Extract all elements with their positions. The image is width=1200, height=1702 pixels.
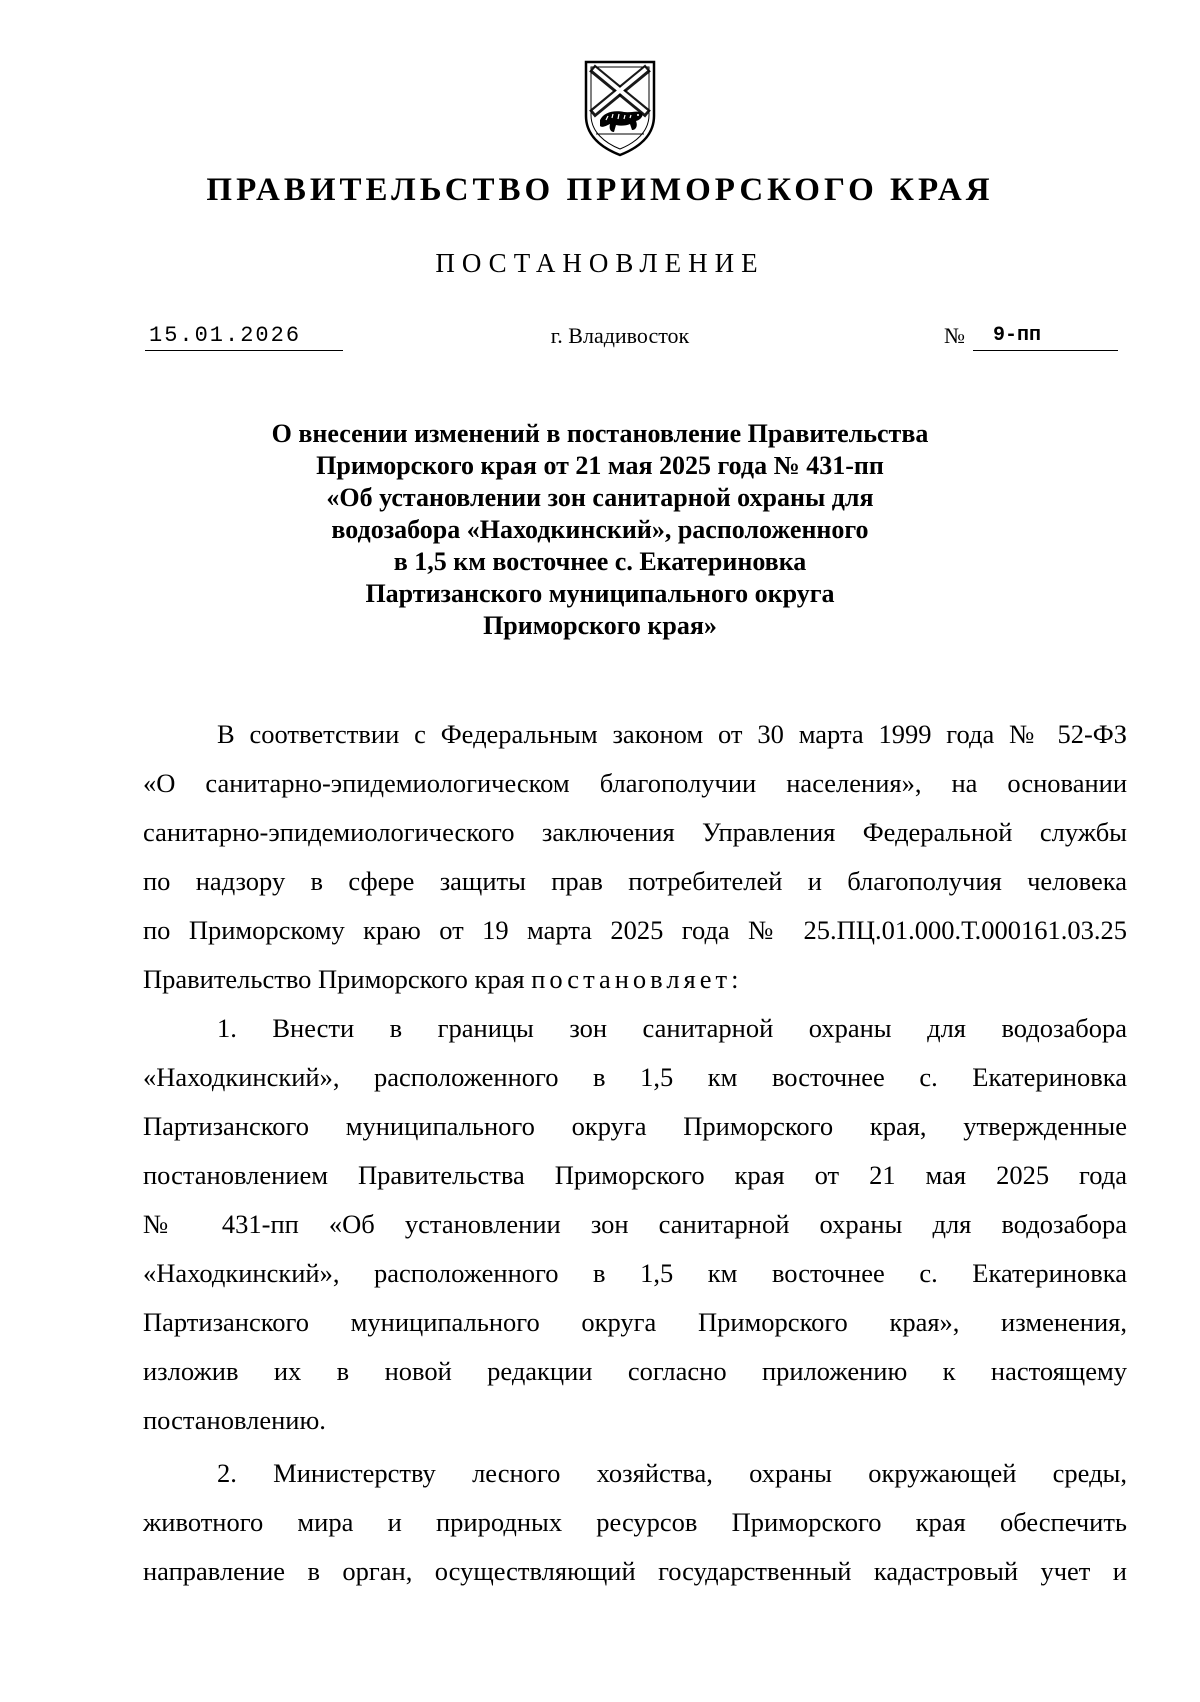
heading-line: «Об установлении зон санитарной охраны для — [326, 483, 874, 512]
preamble-line: по Приморскому краю от 19 марта 2025 года № 25.ПЦ.01.000.Т.000161.03.25 — [143, 915, 1127, 945]
item-1-line: 1. Внести в границы зон санитарной охраны для водозабора — [217, 1013, 1127, 1043]
document-city: г. Владивосток — [550, 323, 690, 348]
number-sign: № — [944, 323, 965, 348]
item-1-line: «Находкинский», расположенного в 1,5 км восточнее с. Екатериновка — [143, 1062, 1127, 1092]
document-number: 9-пп — [973, 322, 1118, 351]
document-type: ПОСТАНОВЛЕНИЕ — [435, 248, 765, 278]
document-body — [143, 710, 1127, 1596]
heading-line: Приморского края от 21 мая 2025 года № 431-пп — [316, 451, 884, 480]
item-1-line: «Находкинский», расположенного в 1,5 км восточнее с. Екатериновка — [143, 1258, 1127, 1288]
item-1-line: постановлением Правительства Приморского края от 21 мая 2025 года — [143, 1160, 1127, 1190]
item-2-line: животного мира и природных ресурсов Приморского края обеспечить — [143, 1507, 1127, 1537]
resolves-word: постановляет: — [531, 964, 743, 994]
heading-line: Приморского края» — [483, 611, 717, 640]
document-date: 15.01.2026 — [145, 322, 343, 351]
document-number-group — [944, 322, 1118, 350]
preamble-line: санитарно-эпидемиологического заключения Управления Федеральной службы — [143, 817, 1127, 847]
item-2-paragraph — [143, 1449, 1127, 1596]
preamble-closing: Правительство Приморского края — [143, 964, 525, 994]
item-2-line: направление в орган, осуществляющий государственный кадастровый учет и — [143, 1556, 1127, 1586]
item-1-line: № 431-пп «Об установлении зон санитарной охраны для водозабора — [143, 1209, 1127, 1239]
item-1-paragraph — [143, 1004, 1127, 1445]
item-1-line: Партизанского муниципального округа Приморского края», изменения, — [143, 1307, 1127, 1337]
item-1-line: постановлению. — [143, 1405, 326, 1435]
preamble-line: В соответствии с Федеральным законом от 30 марта 1999 года № 52-ФЗ — [217, 719, 1127, 749]
preamble-line: «О санитарно-эпидемиологическом благополучии населения», на основании — [143, 768, 1127, 798]
preamble-paragraph — [143, 710, 1127, 1004]
item-1-line: изложив их в новой редакции согласно приложению к настоящему — [143, 1356, 1127, 1386]
preamble-line: по надзору в сфере защиты прав потребителей и благополучия человека — [143, 866, 1127, 896]
heading-line: О внесении изменений в постановление Правительства — [271, 419, 929, 448]
item-2-line: 2. Министерству лесного хозяйства, охраны окружающей среды, — [217, 1458, 1127, 1488]
preamble-closing-line — [143, 955, 1127, 1004]
document-heading — [150, 418, 1050, 642]
document-meta — [0, 322, 1200, 362]
heading-line: в 1,5 км восточнее с. Екатериновка — [393, 547, 807, 576]
item-1-line: Партизанского муниципального округа Приморского края, утвержденные — [143, 1111, 1127, 1141]
heading-line: водозабора «Находкинский», расположенного — [331, 515, 869, 544]
primorsky-krai-coat-of-arms-icon — [580, 58, 660, 158]
heading-line: Партизанского муниципального округа — [365, 579, 835, 608]
government-title: ПРАВИТЕЛЬСТВО ПРИМОРСКОГО КРАЯ — [206, 172, 994, 208]
